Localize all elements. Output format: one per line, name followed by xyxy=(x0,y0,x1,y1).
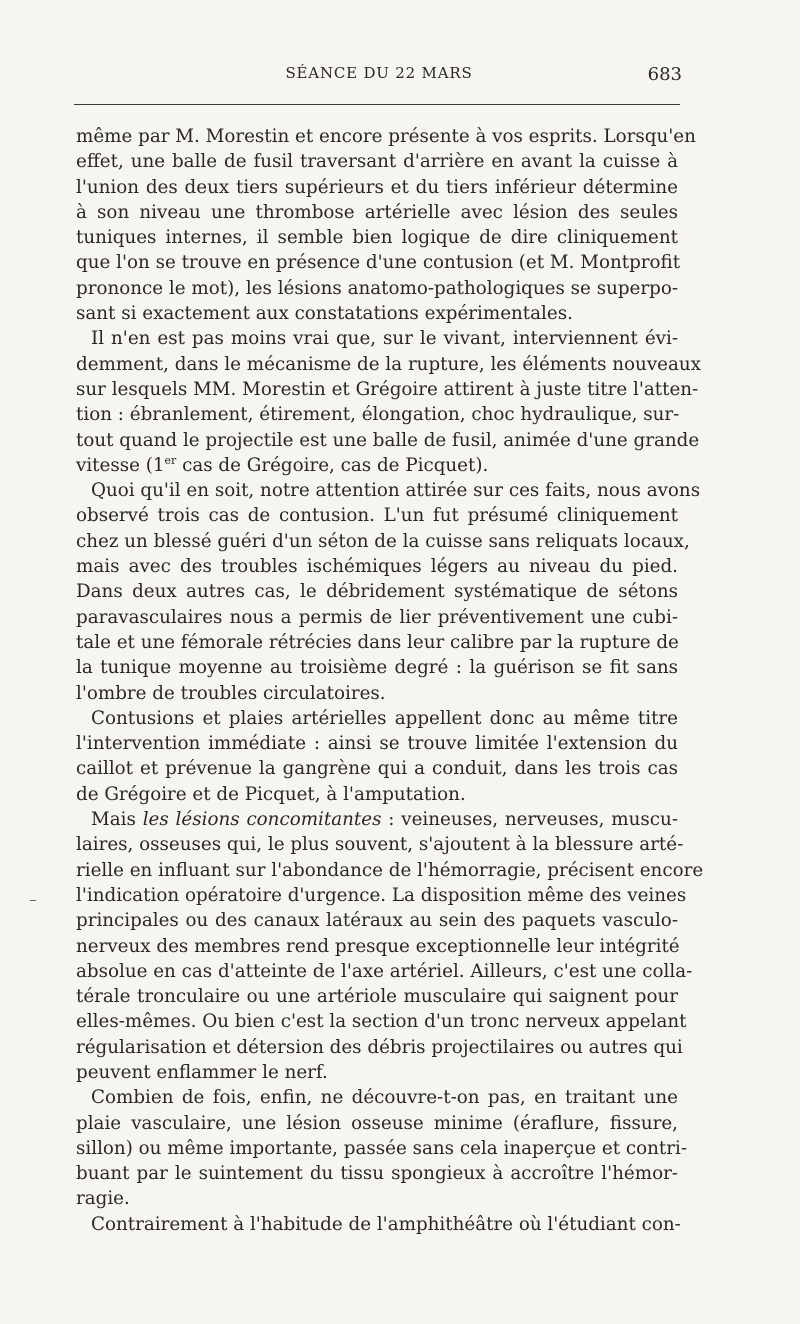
italic-phrase: les lésions concomitantes xyxy=(142,809,382,831)
text-line: laires, osseuses qui, le plus souvent, s'ajoutent à la blessure arté- xyxy=(76,834,684,856)
text-line: tion : ébranlement, étirement, élongation, choc hydraulique, sur- xyxy=(76,404,680,426)
text-line: la tunique moyenne au troisième degré : la guérison se fit sans xyxy=(76,657,678,679)
text-line: chez un blessé guéri d'un séton de la cuisse sans reliquats locaux, xyxy=(76,530,690,552)
text-line-with-italic xyxy=(76,807,678,832)
text-line: observé trois cas de contusion. L'un fut présumé cliniquement xyxy=(76,505,678,527)
text-line: l'intervention immédiate : ainsi se trouve limitée l'extension du xyxy=(76,733,678,755)
text-line: Quoi qu'il en soit, notre attention attirée sur ces faits, nous avons xyxy=(91,480,701,502)
text-line: térale tronculaire ou une artériole musculaire qui saignent pour xyxy=(76,986,678,1008)
text-line: sant si exactement aux constatations expérimentales. xyxy=(76,303,573,325)
text-line: nerveux des membres rend presque exceptionnelle leur intégrité xyxy=(76,935,680,957)
text-line: Contrairement à l'habitude de l'amphithéâtre où l'étudiant con- xyxy=(91,1213,681,1235)
text-line: Il n'en est pas moins vrai que, sur le vivant, interviennent évi- xyxy=(91,328,678,350)
text-line: l'ombre de troubles circulatoires. xyxy=(76,682,386,704)
text-line: paravasculaires nous a permis de lier préventivement une cubi- xyxy=(76,606,678,628)
text-fragment: vitesse (1 xyxy=(76,454,165,476)
text-line: Contusions et plaies artérielles appellent donc au même titre xyxy=(91,707,678,729)
text-fragment: cas de Grégoire, cas de Picquet). xyxy=(176,454,489,476)
text-line: même par M. Morestin et encore présente à vos esprits. Lorsqu'en xyxy=(76,126,696,147)
running-header xyxy=(76,64,682,90)
text-line: absolue en cas d'atteinte de l'axe artériel. Ailleurs, c'est une colla- xyxy=(76,960,693,982)
text-fragment: : veineuses, nerveuses, muscu- xyxy=(388,809,678,831)
margin-mark xyxy=(30,900,36,901)
running-title: SÉANCE DU 22 MARS xyxy=(285,64,473,82)
text-line: tout quand le projectile est une balle de fusil, animée d'une grande xyxy=(76,429,700,451)
text-line: principales ou des canaux latéraux au sein des paquets vasculo- xyxy=(76,910,678,932)
text-line: prononce le mot), les lésions anatomo-pathologiques se superpo- xyxy=(76,277,678,299)
text-line: régularisation et détersion des débris projectilaires ou autres qui xyxy=(76,1036,683,1058)
text-line: caillot et prévenue la gangrène qui a conduit, dans les trois cas xyxy=(76,758,678,780)
text-line: demment, dans le mécanisme de la rupture, les éléments nouveaux xyxy=(76,353,701,375)
text-line-with-superscript xyxy=(76,453,678,478)
text-line: plaie vasculaire, une lésion osseuse minime (éraflure, fissure, xyxy=(76,1112,678,1134)
text-line: elles-mêmes. Ou bien c'est la section d'un tronc nerveux appelant xyxy=(76,1011,687,1033)
text-line: Dans deux autres cas, le débridement systématique de sétons xyxy=(76,581,678,603)
text-line: effet, une balle de fusil traversant d'arrière en avant la cuisse à xyxy=(76,151,678,173)
text-line: sillon) ou même importante, passée sans cela inaperçue et contri- xyxy=(76,1137,687,1159)
text-line: de Grégoire et de Picquet, à l'amputation. xyxy=(76,783,466,805)
text-line: ragie. xyxy=(76,1188,130,1210)
text-line: que l'on se trouve en présence d'une contusion (et M. Montprofit xyxy=(76,252,681,274)
text-fragment: Mais xyxy=(91,809,136,831)
text-line: peuvent enflammer le nerf. xyxy=(76,1061,328,1083)
text-line: tale et une fémorale rétrécies dans leur calibre par la rupture de xyxy=(76,631,679,653)
text-line: mais avec des troubles ischémiques légers au niveau du pied. xyxy=(76,556,678,578)
page-number: 683 xyxy=(647,64,682,85)
text-line: Combien de fois, enfin, ne découvre-t-on pas, en traitant une xyxy=(91,1087,678,1109)
text-line: l'indication opératoire d'urgence. La disposition même des veines xyxy=(76,884,687,906)
header-rule xyxy=(74,104,680,105)
text-line: à son niveau une thrombose artérielle avec lésion des seules xyxy=(76,201,678,223)
text-line: sur lesquels MM. Morestin et Grégoire attirent à juste titre l'atten- xyxy=(76,378,699,400)
text-line: tuniques internes, il semble bien logique de dire cliniquement xyxy=(76,227,678,249)
body-text xyxy=(76,124,704,1237)
superscript: er xyxy=(164,453,177,467)
text-line: buant par le suintement du tissu spongieux à accroître l'hémor- xyxy=(76,1163,678,1185)
text-line: l'union des deux tiers supérieurs et du tiers inférieur détermine xyxy=(76,176,678,198)
text-line: rielle en influant sur l'abondance de l'hémorragie, précisent encore xyxy=(76,859,704,881)
